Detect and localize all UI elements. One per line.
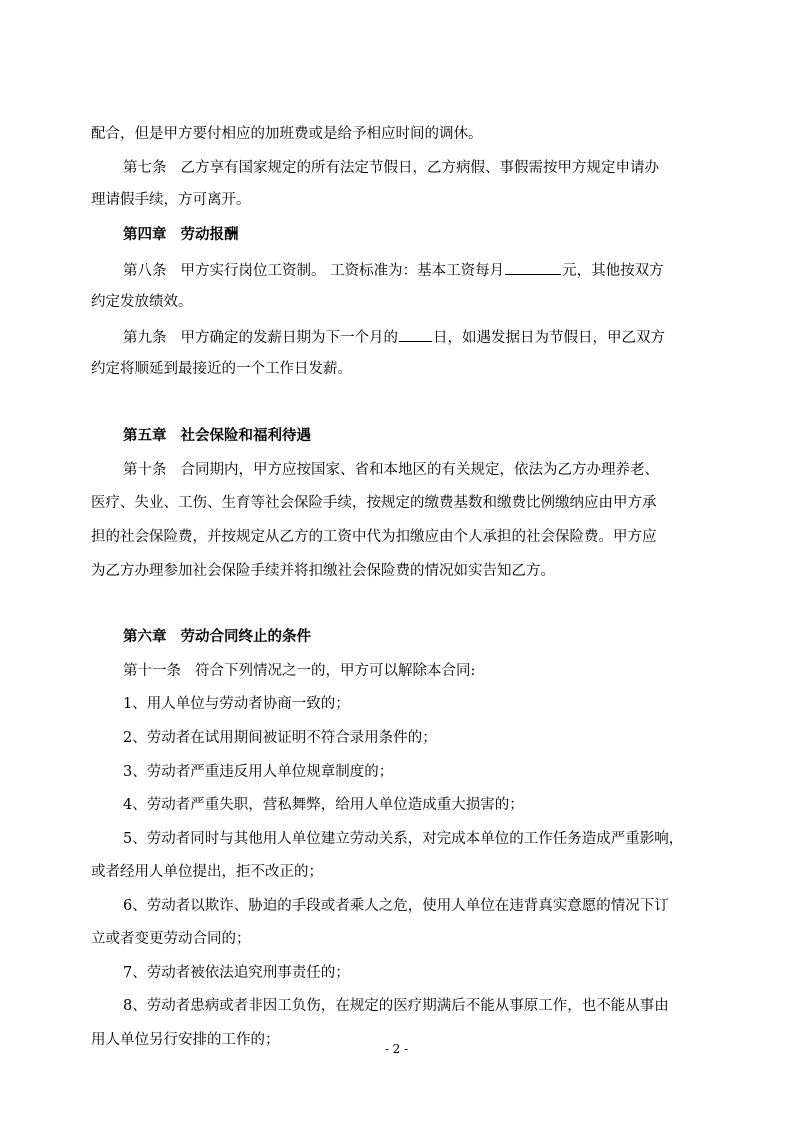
- chapter-title: 劳动合同终止的条件: [180, 628, 311, 645]
- article-number: 第九条: [123, 330, 167, 346]
- article-10: [123, 460, 659, 480]
- chapter-6-heading: [123, 627, 311, 647]
- paragraph-line: 约定发放绩效。: [91, 294, 193, 310]
- article-11: [123, 661, 475, 681]
- payday-blank: [399, 326, 432, 342]
- list-item: 6、劳动者以欺诈、胁迫的手段或者乘人之危，使用人单位在违背真实意愿的情况下订: [123, 898, 669, 914]
- salary-blank: [505, 259, 561, 275]
- chapter-5-heading: [123, 426, 311, 446]
- article-8: [123, 259, 664, 281]
- chapter-4-heading: [123, 225, 239, 245]
- article-number: 第十一条: [123, 663, 181, 679]
- list-item: 5、劳动者同时与其他用人单位建立劳动关系，对完成本单位的工作任务造成严重影响，: [123, 831, 684, 847]
- article-text: 元，其他按双方: [562, 263, 664, 279]
- list-item-continuation: 立或者变更劳动合同的；: [91, 931, 251, 947]
- chapter-number: 第六章: [123, 628, 167, 645]
- article-text: 甲方确定的发薪日期为下一个月的: [180, 330, 398, 346]
- list-item: 2、劳动者在试用期间被证明不符合录用条件的；: [123, 730, 437, 746]
- paragraph-line: 医疗、失业、工伤、生育等社会保险手续，按规定的缴费基数和缴费比例缴纳应由甲方承: [91, 495, 657, 511]
- article-7: [123, 158, 659, 178]
- article-text: 甲方实行岗位工资制。 工资标准为：基本工资每月: [180, 263, 505, 279]
- paragraph-line: 担的社会保险费，并按规定从乙方的工资中代为扣缴应由个人承担的社会保险费。甲方应: [91, 529, 657, 545]
- list-item: 3、劳动者严重违反用人单位规章制度的；: [123, 764, 394, 780]
- chapter-title: 社会保险和福利待遇: [180, 427, 311, 444]
- list-item: 8、劳动者患病或者非因工负伤，在规定的医疗期满后不能从事原工作，也不能从事由: [123, 998, 669, 1014]
- list-item-continuation: 或者经用人单位提出，拒不改正的；: [91, 864, 323, 880]
- chapter-title: 劳动报酬: [180, 226, 239, 243]
- article-text: 日，如遇发据日为节假日，甲乙双方: [433, 330, 665, 346]
- chapter-number: 第四章: [123, 226, 167, 243]
- list-item: 4、劳动者严重失职，营私舞弊，给用人单位造成重大损害的；: [123, 797, 524, 813]
- article-number: 第七条: [123, 160, 167, 176]
- article-text: 合同期内，甲方应按国家、省和本地区的有关规定，依法为乙方办理养老、: [180, 462, 659, 478]
- article-number: 第十条: [123, 462, 167, 478]
- paragraph-line: 约定将顺延到最接近的一个工作日发薪。: [91, 361, 352, 377]
- article-9: [123, 326, 665, 348]
- paragraph-line: 为乙方办理参加社会保险手续并将扣缴社会保险费的情况如实告知乙方。: [91, 563, 555, 579]
- article-text: 符合下列情况之一的，甲方可以解除本合同:: [195, 663, 476, 679]
- paragraph-line: 配合，但是甲方要付相应的加班费或是给予相应时间的调休。: [91, 126, 483, 142]
- page-number: - 2 -: [384, 1042, 409, 1056]
- article-text: 乙方享有国家规定的所有法定节假日，乙方病假、事假需按甲方规定申请办: [180, 160, 659, 176]
- paragraph-line: 理请假手续，方可离开。: [91, 192, 251, 208]
- list-item-continuation: 用人单位另行安排的工作的；: [91, 1032, 280, 1048]
- list-item: 7、劳动者被依法追究刑事责任的；: [123, 965, 350, 981]
- list-item: 1、用人单位与劳动者协商一致的；: [123, 696, 350, 712]
- chapter-number: 第五章: [123, 427, 167, 444]
- article-number: 第八条: [123, 263, 167, 279]
